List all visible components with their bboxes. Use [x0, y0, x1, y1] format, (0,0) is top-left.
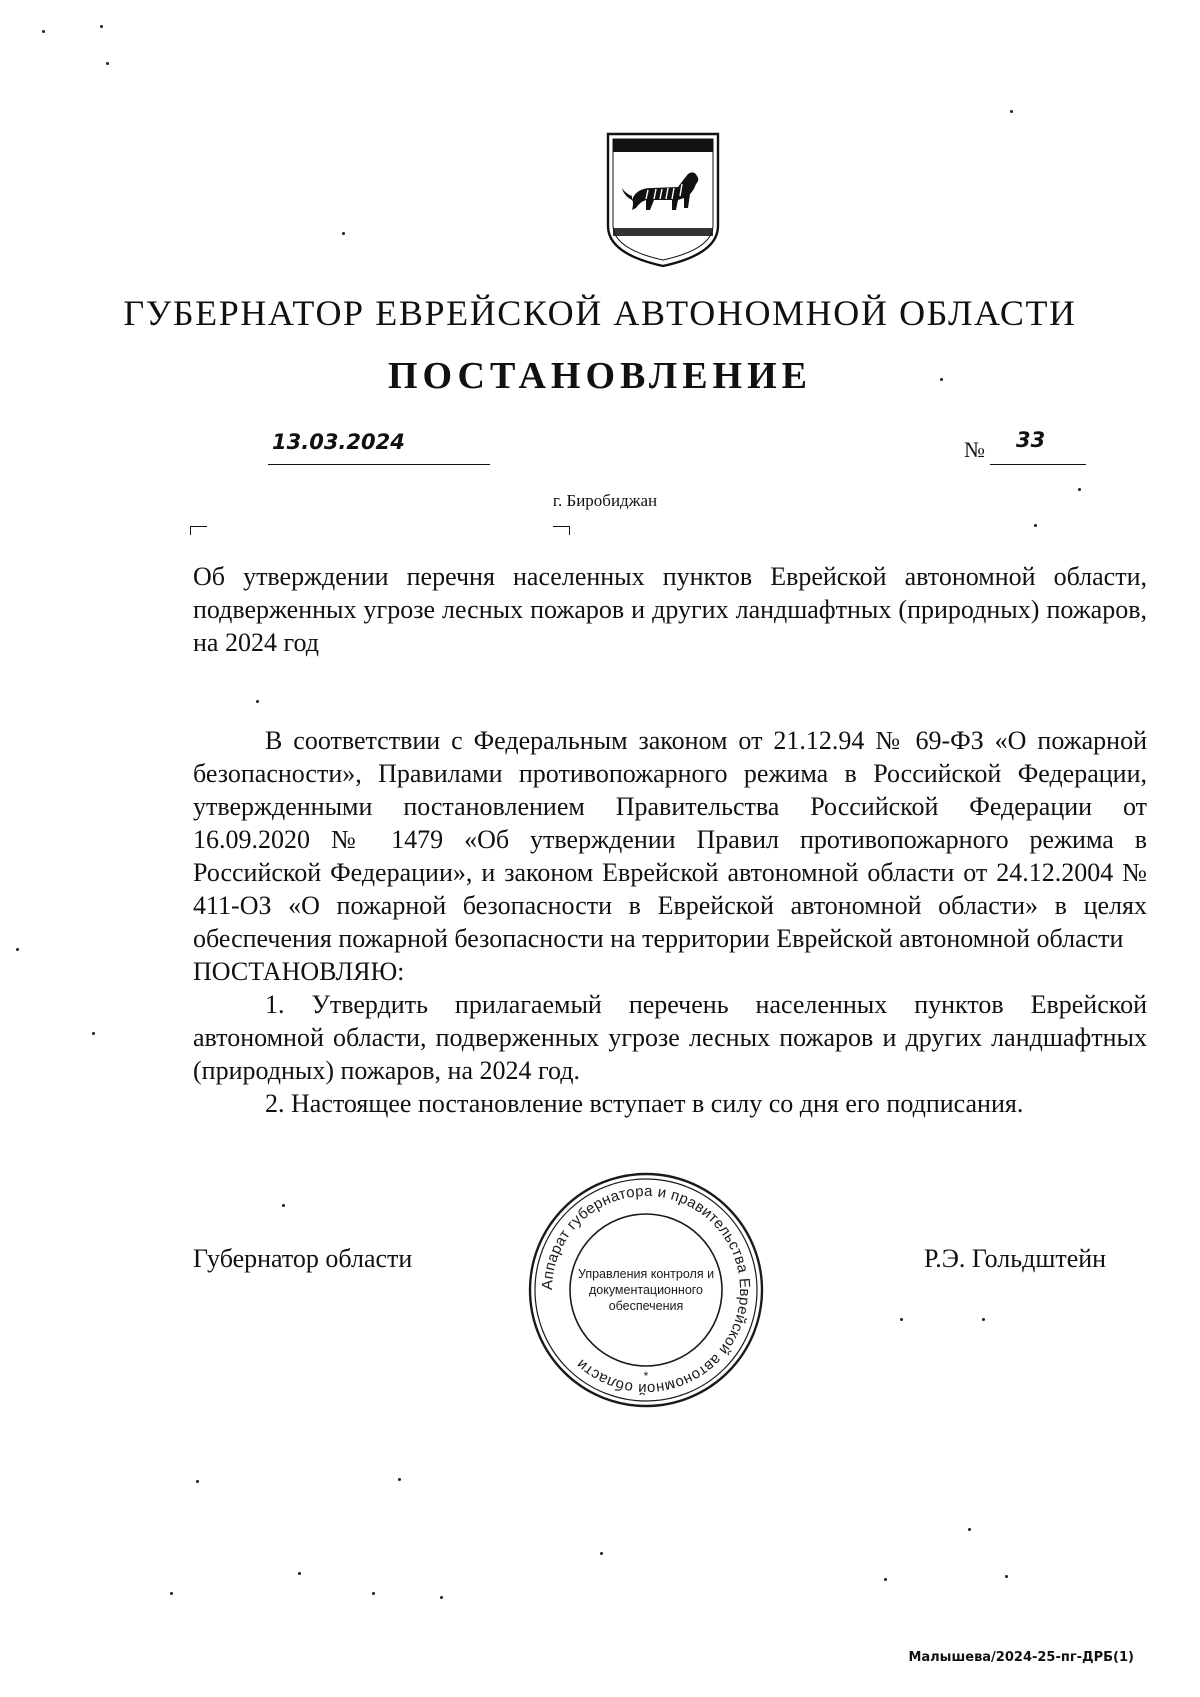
date-underline: [268, 464, 490, 465]
decree-word: ПОСТАНОВЛЯЮ:: [193, 957, 405, 986]
scan-speck: [106, 62, 109, 65]
number-sign: №: [964, 437, 985, 462]
scan-speck: [196, 1480, 199, 1483]
scan-speck: [1005, 1575, 1008, 1578]
seal-stamp-icon: [526, 1170, 766, 1410]
scan-speck: [298, 1572, 301, 1575]
scan-speck: [982, 1318, 985, 1321]
signatory-position: Губернатор области: [193, 1244, 413, 1273]
scan-speck: [170, 1592, 173, 1595]
scan-speck: [256, 700, 259, 703]
coat-of-arms-emblem: [604, 130, 722, 270]
svg-text:Аппарат губернатора и правител: Аппарат губернатора и правительства Еврейской автономной области: [538, 1182, 754, 1398]
number-underline: [990, 464, 1086, 465]
scan-speck: [16, 948, 19, 951]
issuing-authority: ГУБЕРНАТОР ЕВРЕЙСКОЙ АВТОНОМНОЙ ОБЛАСТИ: [123, 293, 1077, 333]
scan-speck: [940, 378, 943, 381]
scan-speck: [282, 1204, 285, 1207]
title-bracket-left: [190, 526, 207, 535]
scan-speck: [968, 1528, 971, 1531]
footer-reference: Малышева/2024-25-пг-ДРБ(1): [908, 1650, 1134, 1665]
signatory-name: Р.Э. Гольдштейн: [924, 1244, 1107, 1273]
tiger-coat-of-arms-icon: [604, 130, 722, 270]
list-item: 2. Настоящее постановление вступает в силу со дня его подписания.: [265, 1089, 1024, 1118]
scan-speck: [900, 1318, 903, 1321]
document-date: 13.03.2024: [272, 430, 405, 454]
document-title: Об утверждении перечня населенных пунктов Еврейской автономной области, подверженных угрозе лесных пожаров и других ландшафтных (природных) пожаров, на 2024 год: [193, 562, 1147, 657]
scan-speck: [398, 1478, 401, 1481]
svg-text:Управления контроля и: Управления контроля и: [577, 1267, 715, 1281]
city: г. Биробиджан: [552, 491, 658, 510]
scan-speck: [372, 1592, 375, 1595]
scan-speck: [342, 232, 345, 235]
list-item: 1. Утвердить прилагаемый перечень населенных пунктов Еврейской автономной области, подверженных угрозе лесных пожаров и других ландшафтных (природных) пожаров, на 2024 год.: [193, 990, 1147, 1085]
scan-speck: [1078, 488, 1081, 491]
scan-speck: [100, 25, 103, 28]
scan-speck: [884, 1578, 887, 1581]
scan-speck: [600, 1552, 603, 1555]
scan-speck: [440, 1596, 443, 1599]
scan-speck: [1010, 110, 1013, 113]
title-bracket-right: [553, 526, 570, 535]
preamble: В соответствии с Федеральным законом от 21.12.94 № 69-ФЗ «О пожарной безопасности», Правилами противопожарного режима в Российской Федерации, утвержденными постановлением Правительства Российской Федерации от 16.09.2020 № 1479 «Об утверждении Правил противопожарного режима в Российской Федерации», и законом Еврейской автономной области от 24.12.2004 № 411-ОЗ «О пожарной безопасности в Еврейской автономной области» в целях обеспечения пожарной безопасности на территории Еврейской автономной области: [193, 726, 1147, 953]
svg-text:*: *: [643, 1369, 649, 1383]
document-type: ПОСТАНОВЛЕНИЕ: [387, 355, 813, 397]
svg-text:обеспечения: обеспечения: [608, 1299, 684, 1313]
document-body: [193, 724, 1147, 1120]
scan-speck: [1034, 524, 1037, 527]
scan-speck: [42, 30, 45, 33]
scan-speck: [92, 1032, 95, 1035]
svg-text:документационного: документационного: [588, 1283, 704, 1297]
official-seal: [526, 1170, 766, 1410]
document-number: 33: [1016, 428, 1046, 452]
